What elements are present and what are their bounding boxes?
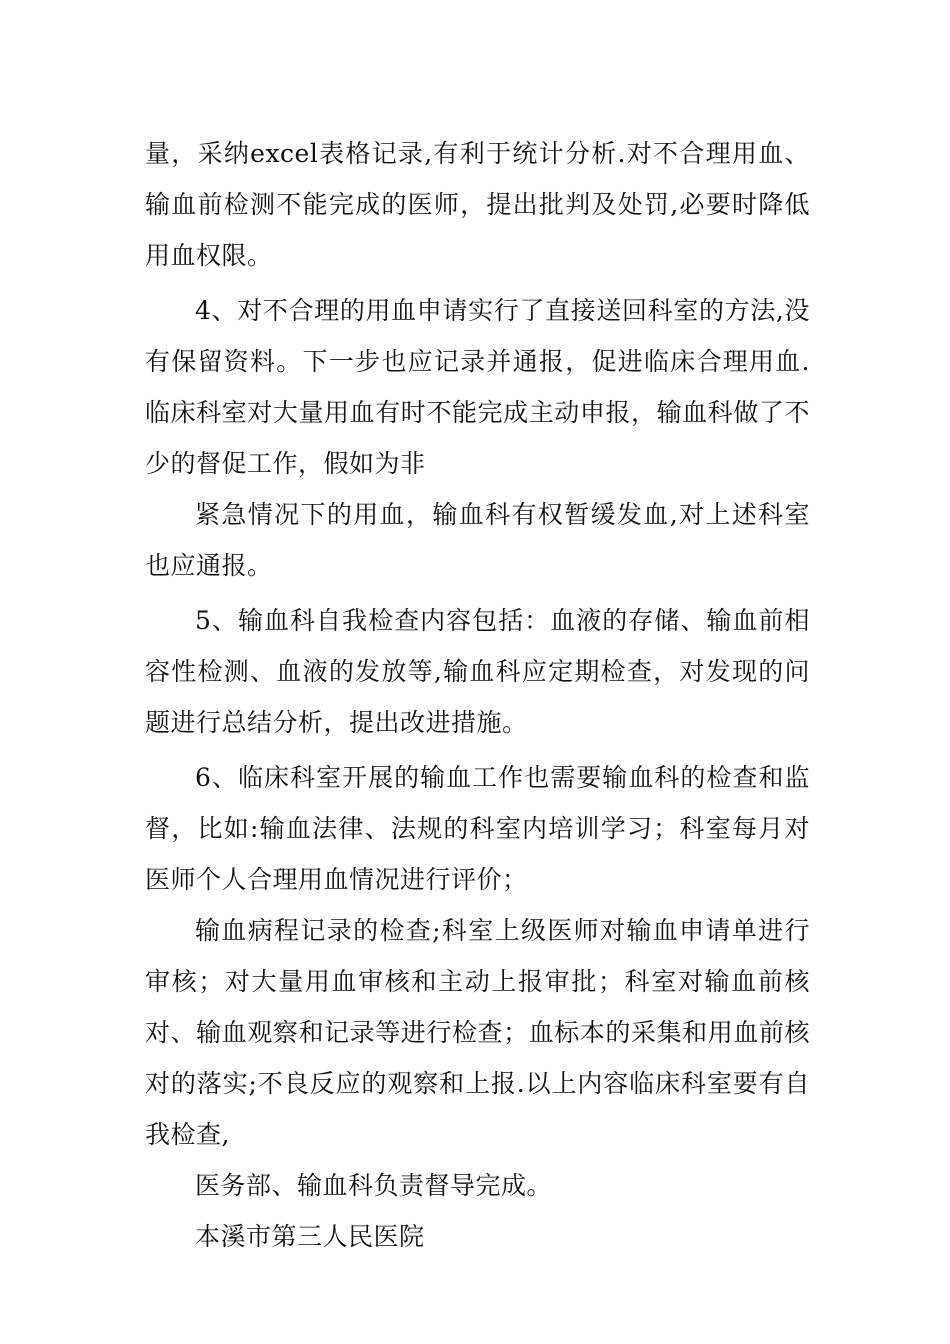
- paragraph-item-4: 4、对不合理的用血申请实行了直接送回科室的方法,没有保留资料。下一步也应记录并通报，促进临床合理用血.临床科室对大量用血有时不能完成主动申报，输血科做了不少的督促工作，假如为非: [145, 296, 810, 478]
- paragraph-item-4-continued: 紧急情况下的用血，输血科有权暂缓发血,对上述科室也应通报。: [145, 500, 810, 580]
- paragraph-continuation: 量，采纳excel表格记录,有利于统计分析.对不合理用血、输血前检测不能完成的医师，提出批判及处罚,必要时降低用血权限。: [145, 139, 810, 270]
- paragraph-item-6: 6、临床科室开展的输血工作也需要输血科的检查和监督，比如:输血法律、法规的科室内培训学习；科室每月对医师个人合理用血情况进行评价；: [145, 763, 810, 894]
- paragraph-item-6-continued: 输血病程记录的检查;科室上级医师对输血申请单进行审核；对大量用血审核和主动上报审批；科室对输血前核对、输血观察和记录等进行检查；血标本的采集和用血前核对的落实;不良反应的观察和上报.以上内容临床科室要有自我检查,: [145, 916, 810, 1149]
- document-body: [145, 128, 810, 1262]
- paragraph-supervision: 医务部、输血科负责督导完成。: [195, 1171, 553, 1200]
- signature-hospital-name: 本溪市第三人民医院: [195, 1222, 425, 1251]
- paragraph-item-5: 5、输血科自我检查内容包括：血液的存储、输血前相容性检测、血液的发放等,输血科应定期检查，对发现的问题进行总结分析，提出改进措施。: [145, 606, 810, 737]
